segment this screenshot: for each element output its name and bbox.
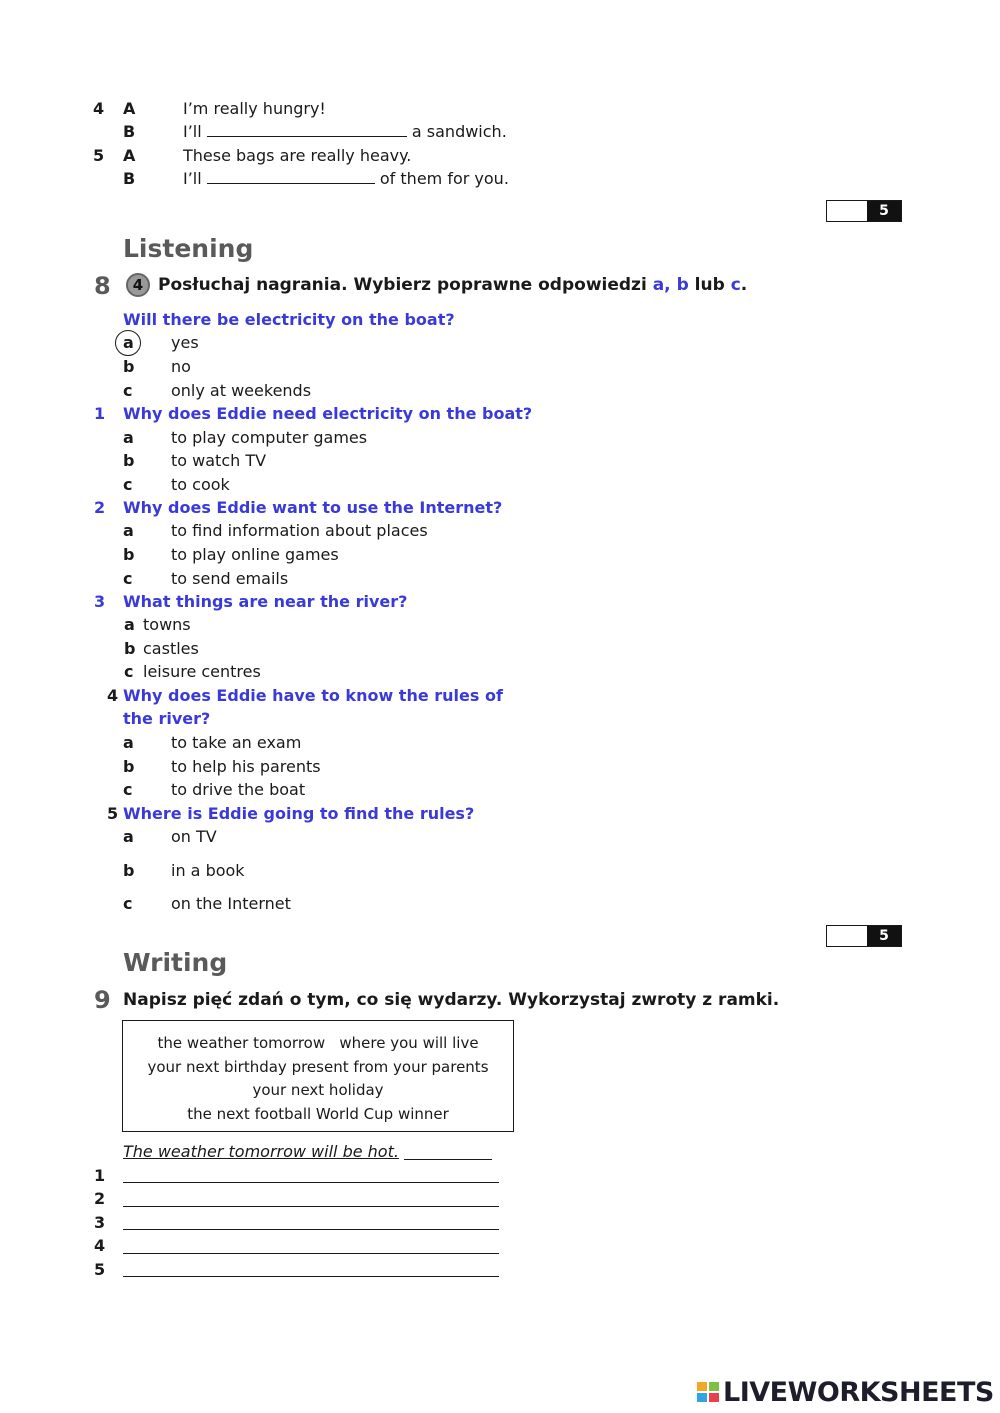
score-box <box>826 925 902 947</box>
option-letter[interactable]: a <box>123 827 134 846</box>
phrase: the weather tomorrow where you will live <box>157 1034 479 1052</box>
question-number: 1 <box>94 404 106 423</box>
line-number: 1 <box>94 1166 106 1185</box>
option-text: yes <box>171 333 199 352</box>
option-letter[interactable]: c <box>123 569 133 588</box>
option-text: to play online games <box>171 545 339 564</box>
answer-blank[interactable] <box>207 169 375 184</box>
option-text: only at weekends <box>171 381 312 400</box>
dialogue-line: I’ll a sandwich. <box>183 122 507 141</box>
answer-blank[interactable] <box>207 122 407 137</box>
option-letter[interactable]: c <box>124 662 134 681</box>
question-number: 4 <box>107 686 119 705</box>
speaker-label: A <box>123 146 136 165</box>
phrase: your next birthday present from your parents <box>147 1057 489 1076</box>
writing-line[interactable] <box>123 1276 499 1277</box>
option-letter[interactable]: b <box>123 861 135 880</box>
example-sentence: The weather tomorrow will be hot. <box>123 1142 399 1161</box>
option-letter[interactable]: c <box>123 780 133 799</box>
option-letter[interactable]: a <box>123 521 134 540</box>
option-letter[interactable]: a <box>123 733 134 752</box>
dialogue-line: These bags are really heavy. <box>183 146 412 165</box>
dialogue-number: 5 <box>93 146 105 165</box>
line-number: 3 <box>94 1213 106 1232</box>
option-letter[interactable]: c <box>123 894 133 913</box>
question-number: 5 <box>107 804 119 823</box>
score-box <box>826 200 902 222</box>
example-underline <box>404 1159 492 1160</box>
question-example: Will there be electricity on the boat? <box>123 310 455 329</box>
line-number: 5 <box>94 1260 106 1279</box>
phrase-box <box>122 1020 514 1132</box>
option-letter: a <box>123 333 134 352</box>
option-text: leisure centres <box>143 662 261 681</box>
exercise-number: 8 <box>94 272 111 300</box>
dialogue-number: 4 <box>93 99 105 118</box>
option-letter[interactable]: c <box>123 475 133 494</box>
dialogue-line: I’ll of them for you. <box>183 169 509 188</box>
option-text: towns <box>143 615 191 634</box>
option-letter[interactable]: b <box>123 757 135 776</box>
option-text: to help his parents <box>171 757 321 776</box>
logo-mark-icon <box>697 1382 721 1404</box>
speaker-label: B <box>123 122 136 141</box>
score-value: 5 <box>867 201 901 221</box>
option-letter[interactable]: b <box>124 639 136 658</box>
writing-line[interactable] <box>123 1206 499 1207</box>
question-text: Why does Eddie need electricity on the boat? <box>123 404 533 423</box>
phrase: your next holiday <box>252 1081 384 1099</box>
option-text: to take an exam <box>171 733 302 752</box>
writing-line[interactable] <box>123 1229 499 1230</box>
option-text: to watch TV <box>171 451 267 470</box>
option-letter: c <box>123 381 133 400</box>
question-text: Where is Eddie going to find the rules? <box>123 804 475 823</box>
section-heading-writing: Writing <box>123 948 228 977</box>
option-letter[interactable]: a <box>123 428 134 447</box>
option-text: to play computer games <box>171 428 368 447</box>
speaker-label: A <box>123 99 136 118</box>
question-number: 3 <box>94 592 106 611</box>
option-text: in a book <box>171 861 245 880</box>
dialogue-line: I’m really hungry! <box>183 99 326 118</box>
exercise-instruction: Napisz pięć zdań o tym, co się wydarzy. Wykorzystaj zwroty z ramki. <box>123 990 780 1010</box>
option-text: to cook <box>171 475 230 494</box>
option-text: to find information about places <box>171 521 428 540</box>
audio-track-icon[interactable]: 4 <box>126 273 150 297</box>
logo-text: LIVEWORKSHEETS <box>723 1377 994 1408</box>
section-heading-listening: Listening <box>123 234 254 263</box>
line-number: 2 <box>94 1189 106 1208</box>
option-letter[interactable]: b <box>123 451 135 470</box>
exercise-instruction: Posłuchaj nagrania. Wybierz poprawne odpowiedzi a, b lub c. <box>158 275 748 295</box>
question-text: Why does Eddie want to use the Internet? <box>123 498 503 517</box>
option-letter[interactable]: a <box>124 615 135 634</box>
exercise-number: 9 <box>94 986 111 1014</box>
speaker-label: B <box>123 169 136 188</box>
question-number: 2 <box>94 498 106 517</box>
option-letter[interactable]: b <box>123 545 135 564</box>
line-number: 4 <box>94 1236 106 1255</box>
question-text: the river? <box>123 709 211 728</box>
option-text: on the Internet <box>171 894 291 913</box>
phrase: the next football World Cup winner <box>187 1104 449 1123</box>
question-text: Why does Eddie have to know the rules of <box>123 686 503 705</box>
question-text: What things are near the river? <box>123 592 408 611</box>
writing-line[interactable] <box>123 1182 499 1183</box>
option-text: to drive the boat <box>171 780 306 799</box>
score-value: 5 <box>867 926 901 946</box>
option-text: castles <box>143 639 199 658</box>
option-text: to send emails <box>171 569 289 588</box>
option-letter: b <box>123 357 135 376</box>
option-text: no <box>171 357 191 376</box>
option-text: on TV <box>171 827 217 846</box>
writing-line[interactable] <box>123 1253 499 1254</box>
